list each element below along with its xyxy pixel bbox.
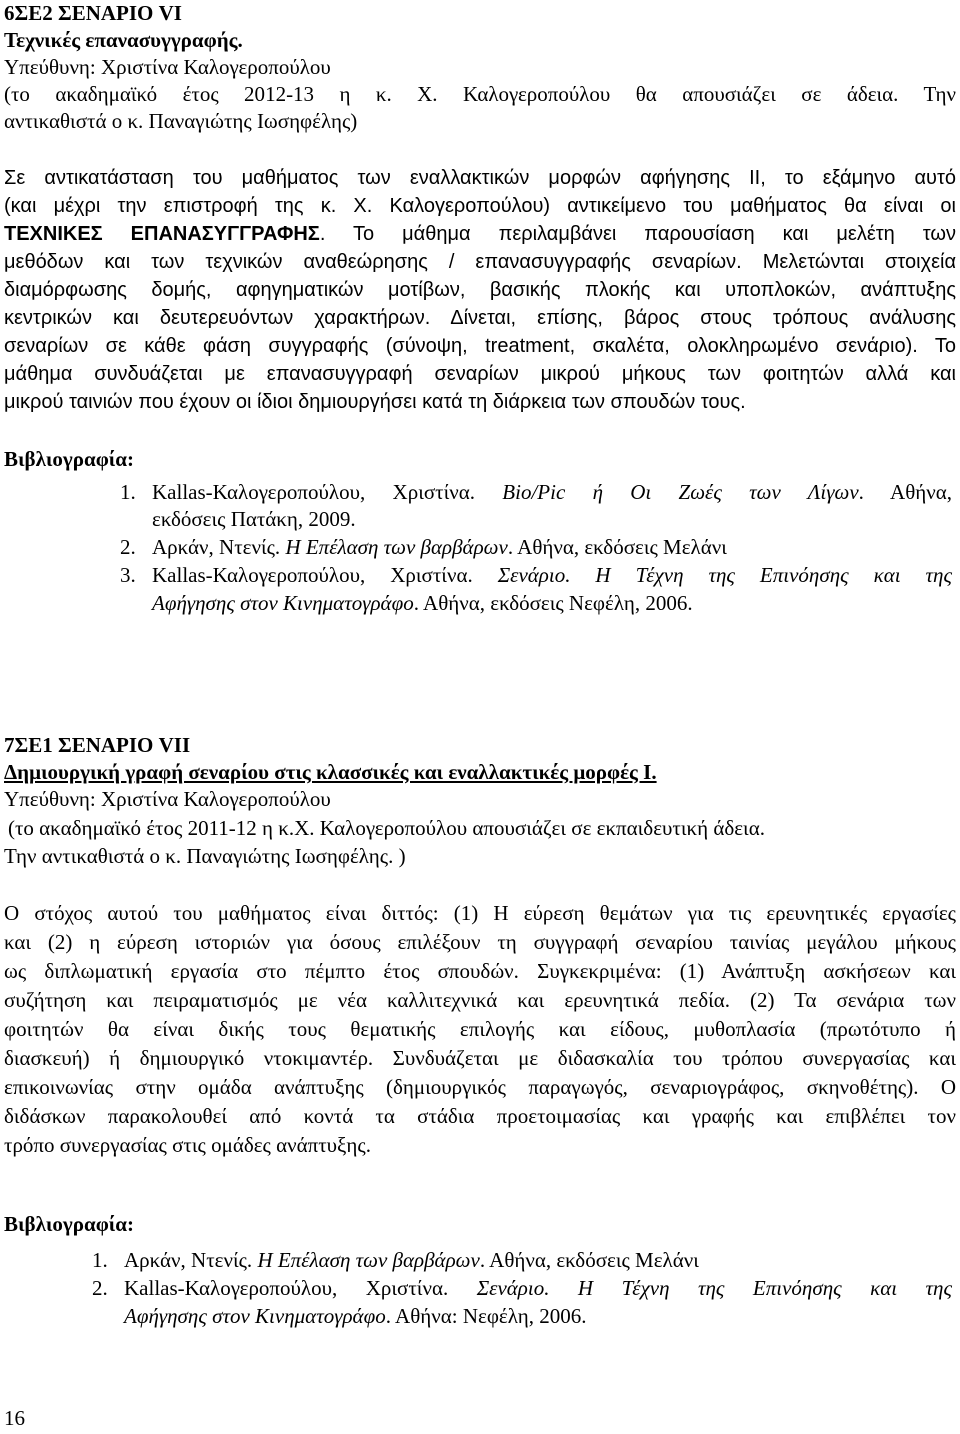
section7-para-line: διασκευή) ή δημιουργικό ντοκιμαντέρ. Συνδυάζεται με διδασκαλία του τρόπου συνεργασίας και: [4, 1046, 956, 1070]
bib-entry: Αρκάν, Ντενίς. Η Επέλαση των βαρβάρων. Αθήνα, εκδόσεις Μελάνι: [152, 535, 727, 559]
section6-para-line: Σε αντικατάσταση του μαθήματος των εναλλακτικών μορφών αφήγησης ΙΙ, το εξάμηνο αυτό: [4, 167, 956, 189]
bib-number: 2.: [120, 535, 136, 559]
bib-entry: Αρκάν, Ντενίς. Η Επέλαση των βαρβάρων. Αθήνα, εκδόσεις Μελάνι: [124, 1248, 699, 1272]
section7-para-line: τρόπο συνεργασίας στις ομάδες ανάπτυξης.: [4, 1133, 371, 1157]
section7-para-line: επικοινωνίας στην ομάδα ανάπτυξης (δημιουργικός παραγωγός, σεναριογράφος, σκηνοθέτης). Ο: [4, 1075, 956, 1099]
bib-entry-cont: Αφήγησης στον Κινηματογράφο. Αθήνα: Νεφέλη, 2006.: [124, 1304, 587, 1328]
section7-para-line: συζήτηση και πειραματισμός με νέα καλλιτεχνικά και ερευνητικά πεδία. (2) Τα σενάρια των: [4, 988, 956, 1012]
section6-para-line: (και μέχρι την επιστροφή της κ. Χ. Καλογεροπούλου) αντικείμενο του μαθήματος θα είναι οι: [4, 195, 956, 217]
section7-para-line: και (2) η εύρεση ιστοριών για όσους επιλέξουν τη συγγραφή σεναρίου ταινίας μεγάλου μήκους: [4, 930, 956, 954]
bib-number: 2.: [92, 1276, 108, 1300]
section7-title: Δημιουργική γραφή σεναρίου στις κλασσικές και εναλλακτικές μορφές Ι.: [4, 760, 657, 784]
bib-entry-cont: εκδόσεις Πατάκη, 2009.: [152, 507, 356, 531]
section6-para-line: μικρού ταινιών που έχουν οι ίδιοι δημιουργήσει κατά τη διάρκεια των σπουδών τους.: [4, 391, 746, 413]
section6-para-line: ΤΕΧΝΙΚΕΣ ΕΠΑΝΑΣΥΓΓΡΑΦΗΣ. Το μάθημα περιλαμβάνει παρουσίαση και μελέτη των: [4, 223, 957, 245]
section7-note-line2: Την αντικαθιστά ο κ. Παναγιώτης Ιωσηφέλης. ): [4, 844, 406, 868]
bib-number: 3.: [120, 563, 136, 587]
section7-para-line: ως διπλωματική εργασία στο πέμπτο έτος σπουδών. Συγκεκριμένα: (1) Ανάπτυξη ασκήσεων και: [4, 959, 956, 983]
section7-bibliography-label: Βιβλιογραφία:: [4, 1212, 135, 1236]
section6-bibliography-label: Βιβλιογραφία:: [4, 447, 135, 471]
section7-para-line: διδάσκων παρακολουθεί από κοντά τα στάδια προετοιμασίας και γραφής και επιβλέπει τον: [4, 1104, 956, 1128]
bib-entry: Kallas-Καλογεροπούλου, Χριστίνα. Σενάριο. Η Τέχνη της Επινόησης και της: [124, 1276, 952, 1300]
section7-responsible: Υπεύθυνη: Χριστίνα Καλογεροπούλου: [4, 787, 331, 811]
bib-entry: Kallas-Καλογεροπούλου, Χριστίνα. Σενάριο. Η Τέχνη της Επινόησης και της: [152, 563, 952, 587]
section6-responsible: Υπεύθυνη: Χριστίνα Καλογεροπούλου: [4, 55, 331, 79]
bib-number: 1.: [120, 480, 136, 504]
section6-title: Τεχνικές επανασυγγραφής.: [4, 28, 243, 52]
course-topic-bold: ΤΕΧΝΙΚΕΣ ΕΠΑΝΑΣΥΓΓΡΑΦΗΣ: [4, 223, 320, 245]
page-number: 16: [4, 1406, 25, 1430]
bib-entry-cont: Αφήγησης στον Κινηματογράφο. Αθήνα, εκδόσεις Νεφέλη, 2006.: [152, 591, 693, 615]
bib-entry: Kallas-Καλογεροπούλου, Χριστίνα. Bio/Pic ή Οι Ζωές των Λίγων. Αθήνα,: [152, 480, 953, 504]
section6-heading: 6ΣΕ2 ΣΕΝΑΡΙΟ VI: [4, 1, 182, 25]
section6-para-line: κεντρικών και δευτερευόντων χαρακτήρων. Δίνεται, επίσης, βάρος στους τρόπους ανάλυσης: [4, 307, 956, 329]
section7-para-line: Ο στόχος αυτού του μαθήματος είναι διττός: (1) Η εύρεση θεμάτων για τις ερευνητικές εργασίες: [4, 901, 956, 925]
section6-para-line: μάθημα συνδυάζεται με επανασυγγραφή σεναρίων μικρού μήκους των φοιτητών αλλά και: [4, 363, 956, 385]
section6-para-line: σεναρίων σε κάθε φάση συγγραφής (σύνοψη, treatment, σκαλέτα, ολοκληρωμένο σενάριο). Το: [4, 335, 956, 357]
section6-note-line2: αντικαθιστά ο κ. Παναγιώτης Ιωσηφέλης): [4, 109, 358, 133]
section7-note-line1: (το ακαδημαϊκό έτος 2011-12 η κ.Χ. Καλογεροπούλου απουσιάζει σε εκπαιδευτική άδεια.: [8, 816, 765, 840]
section7-heading: 7ΣΕ1 ΣΕΝΑΡΙΟ VII: [4, 733, 191, 757]
section6-para-line: διαμόρφωσης δομής, αφηγηματικών μοτίβων, βασικής πλοκής και υποπλοκών, ανάπτυξης: [4, 279, 956, 301]
section6-para-line: μεθόδων και των τεχνικών αναθεώρησης / επανασυγγραφής σεναρίων. Μελετώνται στοιχεία: [4, 251, 956, 273]
section6-note-line1: (το ακαδημαϊκό έτος 2012-13 η κ. Χ. Καλογεροπούλου θα απουσιάζει σε άδεια. Την: [4, 82, 956, 106]
bib-number: 1.: [92, 1248, 108, 1272]
section7-para-line: φοιτητών θα είναι δικής τους θεματικής επιλογής και είδους, μυθοπλασία (πρωτότυπο ή: [4, 1017, 956, 1041]
